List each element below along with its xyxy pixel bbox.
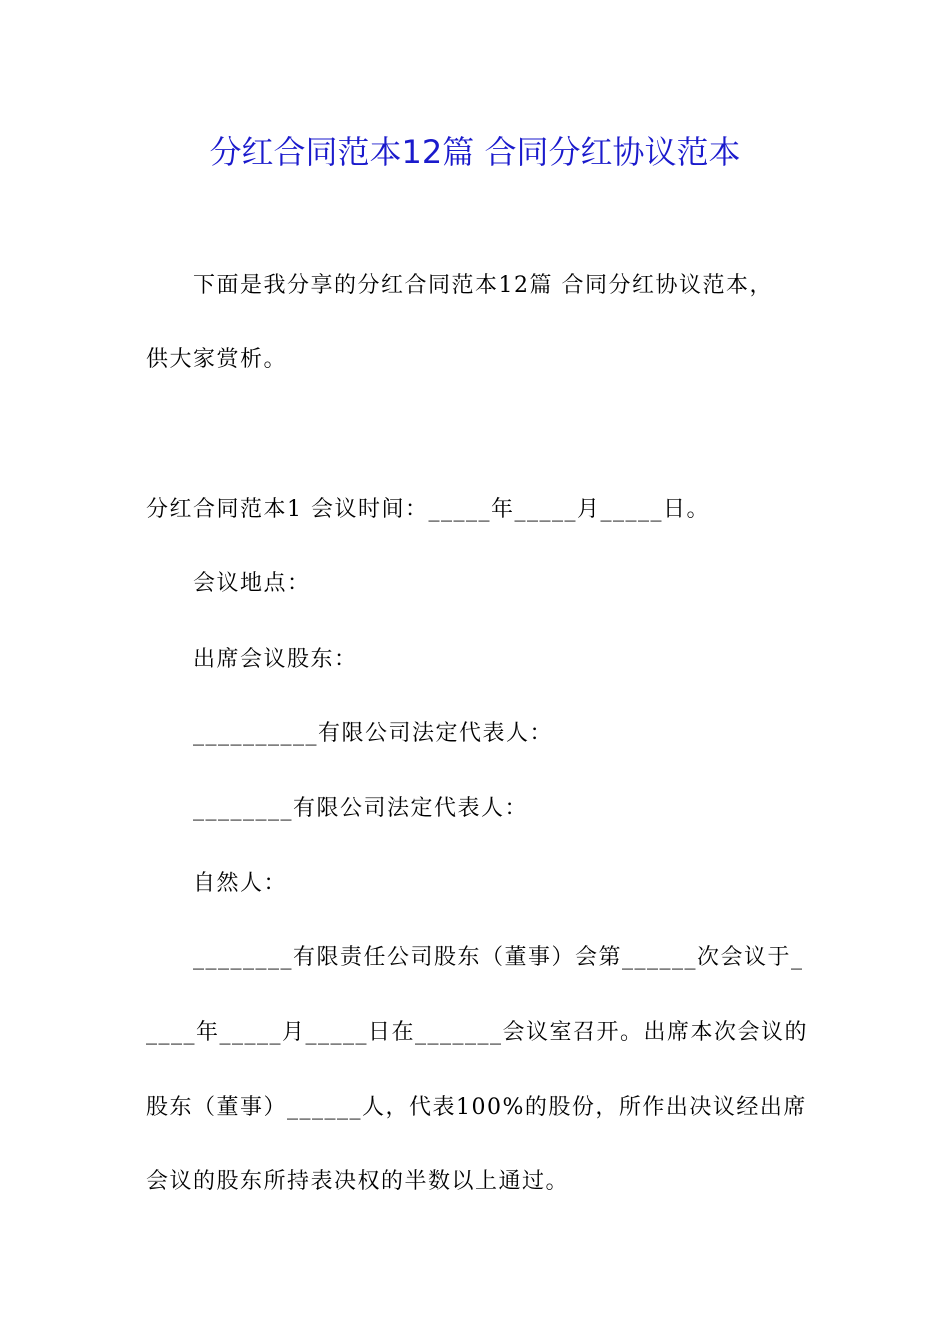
section-heading-meeting-time: 分红合同范本1 会议时间：_____年_____月_____日。: [146, 497, 710, 522]
company-representative-1: __________有限公司法定代表人：: [193, 721, 554, 746]
attending-shareholders-label: 出席会议股东：: [193, 647, 358, 672]
company-representative-2: ________有限公司法定代表人：: [193, 796, 529, 821]
body-line-3: 股东（董事）______人，代表100%的股份，所作出决议经出席: [146, 1095, 807, 1120]
document-title: 分红合同范本12篇 合同分红协议范本: [209, 133, 741, 171]
meeting-place-label: 会议地点：: [193, 571, 311, 596]
body-line-2: ____年_____月_____日在_______会议室召开。出席本次会议的: [146, 1020, 809, 1045]
intro-line-1: 下面是我分享的分红合同范本12篇 合同分红协议范本，: [193, 273, 773, 298]
body-line-1: ________有限责任公司股东（董事）会第______次会议于_: [193, 945, 804, 970]
natural-person-label: 自然人：: [193, 871, 288, 896]
intro-line-2: 供大家赏析。: [146, 347, 288, 372]
body-line-4: 会议的股东所持表决权的半数以上通过。: [146, 1169, 570, 1194]
